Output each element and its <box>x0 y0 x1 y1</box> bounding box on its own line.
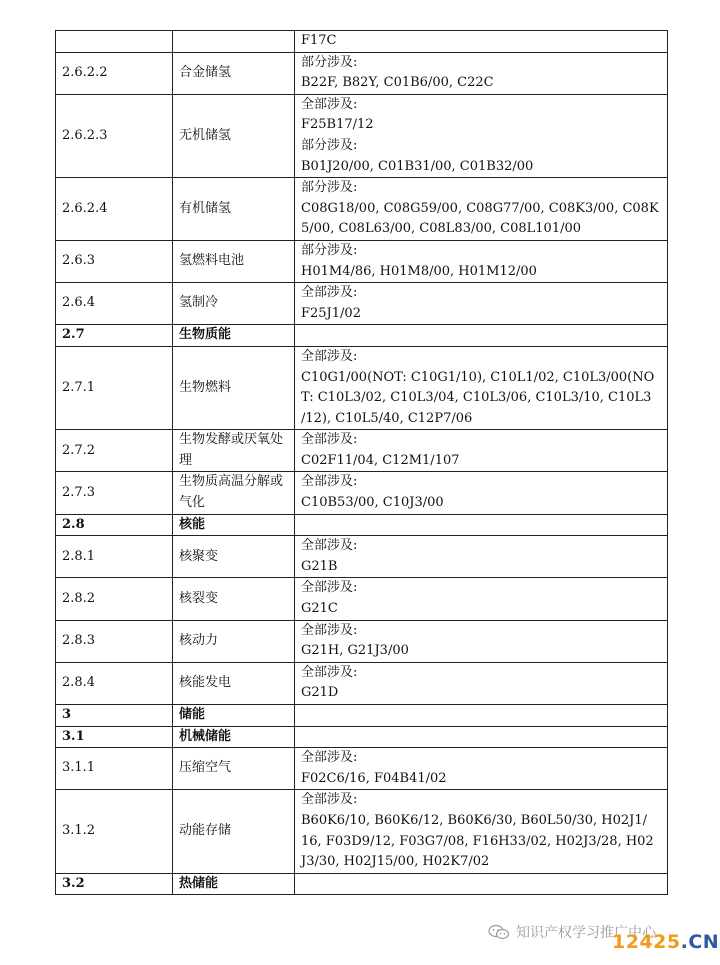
logo-number: 12425 <box>612 931 681 953</box>
classification-line: 全部涉及: <box>301 750 358 766</box>
row-name: 氢燃料电池 <box>173 240 295 282</box>
row-name: 机械储能 <box>173 726 295 748</box>
row-name: 核能发电 <box>173 662 295 704</box>
table-row <box>56 283 668 325</box>
table-row <box>56 790 668 873</box>
classification-line: 全部涉及: <box>301 538 358 554</box>
classification-line: F25J1/02 <box>301 305 361 321</box>
row-classification <box>295 662 668 704</box>
row-code: 2.6.2.2 <box>56 52 173 94</box>
classification-line: 全部涉及: <box>301 285 358 301</box>
row-code: 3.2 <box>56 873 173 895</box>
table-row <box>56 472 668 514</box>
row-classification <box>295 536 668 578</box>
classification-line: C08G18/00, C08G59/00, C08G77/00, C08K3/00, C08K <box>301 200 659 216</box>
classification-line: F25B17/12 <box>301 117 374 133</box>
row-code: 2.8.1 <box>56 536 173 578</box>
table-row <box>56 240 668 282</box>
row-name: 核能 <box>173 514 295 536</box>
classification-line: C02F11/04, C12M1/107 <box>301 452 460 468</box>
table-row <box>56 662 668 704</box>
classification-line: B60K6/10, B60K6/12, B60K6/30, B60L50/30, H02J1/ <box>301 812 647 828</box>
table-row <box>56 94 668 177</box>
row-classification <box>295 790 668 873</box>
row-name: 动能存储 <box>173 790 295 873</box>
row-classification <box>295 346 668 429</box>
row-classification <box>295 325 668 347</box>
classification-line: 部分涉及: <box>301 54 358 70</box>
classification-line: G21H, G21J3/00 <box>301 643 409 659</box>
row-name: 氢制冷 <box>173 283 295 325</box>
classification-line: G21C <box>301 601 338 617</box>
classification-line: H01M4/86, H01M8/00, H01M12/00 <box>301 263 537 279</box>
row-classification <box>295 31 668 53</box>
row-name: 生物质能 <box>173 325 295 347</box>
classification-line: 全部涉及: <box>301 664 358 680</box>
table-row <box>56 726 668 748</box>
table-row <box>56 52 668 94</box>
site-logo <box>612 931 719 953</box>
classification-line: 全部涉及: <box>301 580 358 596</box>
row-classification <box>295 578 668 620</box>
classification-line: 16, F03D9/12, F03G7/08, F16H33/02, H02J3/28, H02 <box>301 833 654 849</box>
row-code: 2.7 <box>56 325 173 347</box>
classification-line: G21B <box>301 558 338 574</box>
row-classification <box>295 283 668 325</box>
classification-line: 全部涉及: <box>301 474 358 490</box>
row-classification <box>295 748 668 790</box>
table-row <box>56 346 668 429</box>
row-code: 3.1.2 <box>56 790 173 873</box>
row-name: 生物质高温分解或气化 <box>173 472 295 514</box>
row-code: 2.6.4 <box>56 283 173 325</box>
table-row <box>56 748 668 790</box>
row-code: 2.8 <box>56 514 173 536</box>
classification-line: G21D <box>301 685 339 701</box>
row-code: 3.1.1 <box>56 748 173 790</box>
row-code: 2.8.4 <box>56 662 173 704</box>
table-row <box>56 873 668 895</box>
row-classification <box>295 620 668 662</box>
table-row <box>56 705 668 727</box>
table-row <box>56 536 668 578</box>
row-name: 无机储氢 <box>173 94 295 177</box>
row-classification <box>295 430 668 472</box>
row-classification <box>295 726 668 748</box>
classification-line: F17C <box>301 33 337 48</box>
table-row <box>56 325 668 347</box>
row-classification <box>295 514 668 536</box>
classification-line: 全部涉及: <box>301 792 358 808</box>
classification-line: 部分涉及: <box>301 180 358 196</box>
row-code: 3 <box>56 705 173 727</box>
row-code <box>56 31 173 53</box>
classification-line: 部分涉及: <box>301 137 358 153</box>
row-code: 2.6.2.3 <box>56 94 173 177</box>
row-code: 2.8.3 <box>56 620 173 662</box>
row-name: 有机储氢 <box>173 178 295 241</box>
row-name: 生物发酵或厌氧处理 <box>173 430 295 472</box>
classification-line: /12), C10L5/40, C12P7/06 <box>301 410 473 426</box>
classification-line: 全部涉及: <box>301 432 358 448</box>
row-code: 2.6.2.4 <box>56 178 173 241</box>
classification-line: 5/00, C08L63/00, C08L83/00, C08L101/00 <box>301 221 582 237</box>
classification-line: 全部涉及: <box>301 622 358 638</box>
classification-line: B22F, B82Y, C01B6/00, C22C <box>301 75 494 91</box>
row-code: 3.1 <box>56 726 173 748</box>
table-row <box>56 178 668 241</box>
classification-line: C10B53/00, C10J3/00 <box>301 495 444 511</box>
classification-line: 全部涉及: <box>301 348 358 364</box>
classification-line: 部分涉及: <box>301 242 358 258</box>
watermark-text: 知识产权学习推广中心 <box>516 925 656 941</box>
table-row <box>56 514 668 536</box>
row-name: 压缩空气 <box>173 748 295 790</box>
row-classification <box>295 240 668 282</box>
row-code: 2.7.3 <box>56 472 173 514</box>
row-code: 2.7.2 <box>56 430 173 472</box>
row-name: 核裂变 <box>173 578 295 620</box>
table-row <box>56 620 668 662</box>
row-classification <box>295 873 668 895</box>
row-name <box>173 31 295 53</box>
table-row <box>56 578 668 620</box>
row-code: 2.7.1 <box>56 346 173 429</box>
row-classification <box>295 94 668 177</box>
row-name: 储能 <box>173 705 295 727</box>
row-classification <box>295 705 668 727</box>
classification-line: T: C10L3/02, C10L3/04, C10L3/06, C10L3/10, C10L3 <box>301 390 652 406</box>
row-name: 合金储氢 <box>173 52 295 94</box>
table-row <box>56 430 668 472</box>
classification-line: J3/30, H02J15/00, H02K7/02 <box>301 854 490 870</box>
row-classification <box>295 178 668 241</box>
row-code: 2.6.3 <box>56 240 173 282</box>
row-name: 生物燃料 <box>173 346 295 429</box>
classification-table <box>55 30 668 895</box>
classification-line: B01J20/00, C01B31/00, C01B32/00 <box>301 158 534 174</box>
row-name: 热储能 <box>173 873 295 895</box>
logo-dot: . <box>680 931 689 953</box>
classification-line: C10G1/00(NOT: C10G1/10), C10L1/02, C10L3/00(NO <box>301 369 655 385</box>
row-classification <box>295 52 668 94</box>
logo-domain: CN <box>688 931 720 953</box>
classification-line: F02C6/16, F04B41/02 <box>301 770 447 786</box>
classification-line: 全部涉及: <box>301 96 358 112</box>
table-row <box>56 31 668 53</box>
wechat-icon <box>488 924 510 940</box>
row-name: 核聚变 <box>173 536 295 578</box>
row-code: 2.8.2 <box>56 578 173 620</box>
row-classification <box>295 472 668 514</box>
row-name: 核动力 <box>173 620 295 662</box>
